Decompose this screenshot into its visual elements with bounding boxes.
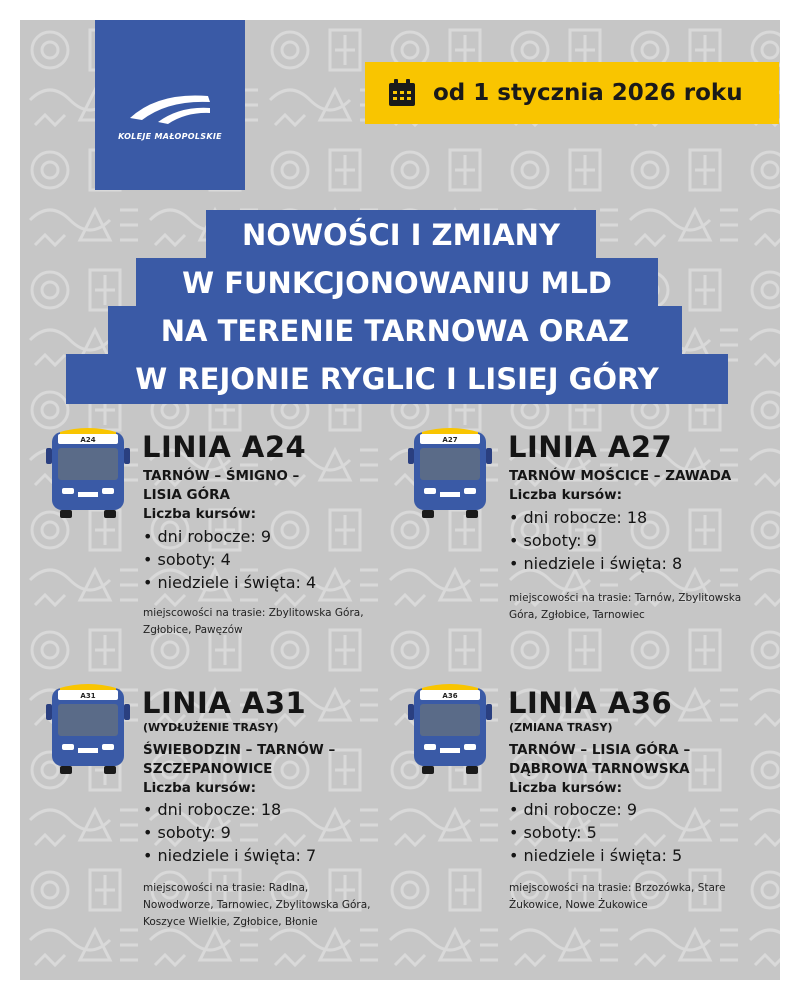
route-name-line-1: TARNÓW – ŚMIGNO –	[143, 468, 300, 484]
count-label: Liczba kursów:	[143, 506, 256, 522]
count-saturdays: • soboty: 9	[143, 823, 231, 842]
count-sundays-holidays: • niedziele i święta: 5	[509, 846, 683, 865]
bus-sign-text: A24	[80, 436, 96, 444]
count-saturdays: • soboty: 4	[143, 550, 231, 569]
bus-icon	[44, 426, 132, 518]
route-name-line-1: TARNÓW – LISIA GÓRA –	[509, 742, 691, 758]
count-label: Liczba kursów:	[509, 487, 622, 503]
places-on-route: miejscowości na trasie: Radlna, Nowodworze, Tarnowiec, Zbylitowska Góra, Koszyce Wielkie, Zgłobice, Błonie	[143, 882, 371, 928]
count-sundays-holidays: • niedziele i święta: 8	[509, 554, 683, 573]
route-change-note: (WYDŁUŻENIE TRASY)	[143, 721, 279, 734]
count-weekdays: • dni robocze: 18	[509, 508, 648, 527]
line-title: LINIA A24	[142, 430, 307, 464]
date-text: od 1 stycznia 2026 roku	[433, 80, 743, 106]
route-name-line-2: DĄBROWA TARNOWSKA	[509, 761, 690, 777]
count-weekdays: • dni robocze: 9	[509, 800, 638, 819]
count-label: Liczba kursów:	[143, 780, 256, 796]
route-name-line-1: TARNÓW MOŚCICE – ZAWADA	[509, 468, 732, 484]
route-name-line-2: SZCZEPANOWICE	[143, 761, 273, 777]
places-on-route: miejscowości na trasie: Brzozówka, Stare Żukowice, Nowe Żukowice	[509, 882, 726, 911]
koleje-malopolskie-logo	[95, 20, 245, 190]
logo-text: KOLEJE MAŁOPOLSKIE	[118, 131, 222, 141]
bus-icon	[44, 682, 132, 774]
places-on-route: miejscowości na trasie: Tarnów, Zbylitowska Góra, Zgłobice, Tarnowiec	[509, 592, 742, 621]
count-list	[509, 798, 682, 867]
line-title: LINIA A27	[508, 430, 673, 464]
count-sundays-holidays: • niedziele i święta: 4	[143, 573, 317, 592]
headline-line-1: NOWOŚCI I ZMIANY	[206, 210, 596, 260]
bus-icon	[406, 426, 494, 518]
bus-icon	[406, 682, 494, 774]
bus-sign-text: A36	[442, 692, 458, 700]
count-saturdays: • soboty: 9	[509, 531, 597, 550]
count-label: Liczba kursów:	[509, 780, 622, 796]
count-sundays-holidays: • niedziele i święta: 7	[143, 846, 317, 865]
count-weekdays: • dni robocze: 18	[143, 800, 282, 819]
route-name-line-2: LISIA GÓRA	[143, 487, 230, 503]
route-name-line-1: ŚWIEBODZIN – TARNÓW –	[143, 742, 336, 758]
logo-swoosh-icon	[128, 88, 212, 126]
places-on-route: miejscowości na trasie: Zbylitowska Góra, Zgłobice, Pawęzów	[143, 607, 364, 636]
calendar-icon	[387, 78, 417, 108]
count-saturdays: • soboty: 5	[509, 823, 597, 842]
count-list	[143, 525, 316, 594]
headline-line-4: W REJONIE RYGLIC I LISIEJ GÓRY	[66, 354, 728, 404]
line-title: LINIA A31	[142, 686, 307, 720]
date-banner	[365, 62, 779, 124]
count-weekdays: • dni robocze: 9	[143, 527, 272, 546]
route-change-note: (ZMIANA TRASY)	[509, 721, 613, 734]
headline-line-3: NA TERENIE TARNOWA ORAZ	[108, 306, 682, 356]
poster	[20, 20, 780, 980]
headline-line-2: W FUNKCJONOWANIU MLD	[136, 258, 658, 308]
count-list	[509, 506, 682, 575]
line-title: LINIA A36	[508, 686, 673, 720]
bus-sign-text: A27	[442, 436, 458, 444]
bus-sign-text: A31	[80, 692, 96, 700]
count-list	[143, 798, 316, 867]
